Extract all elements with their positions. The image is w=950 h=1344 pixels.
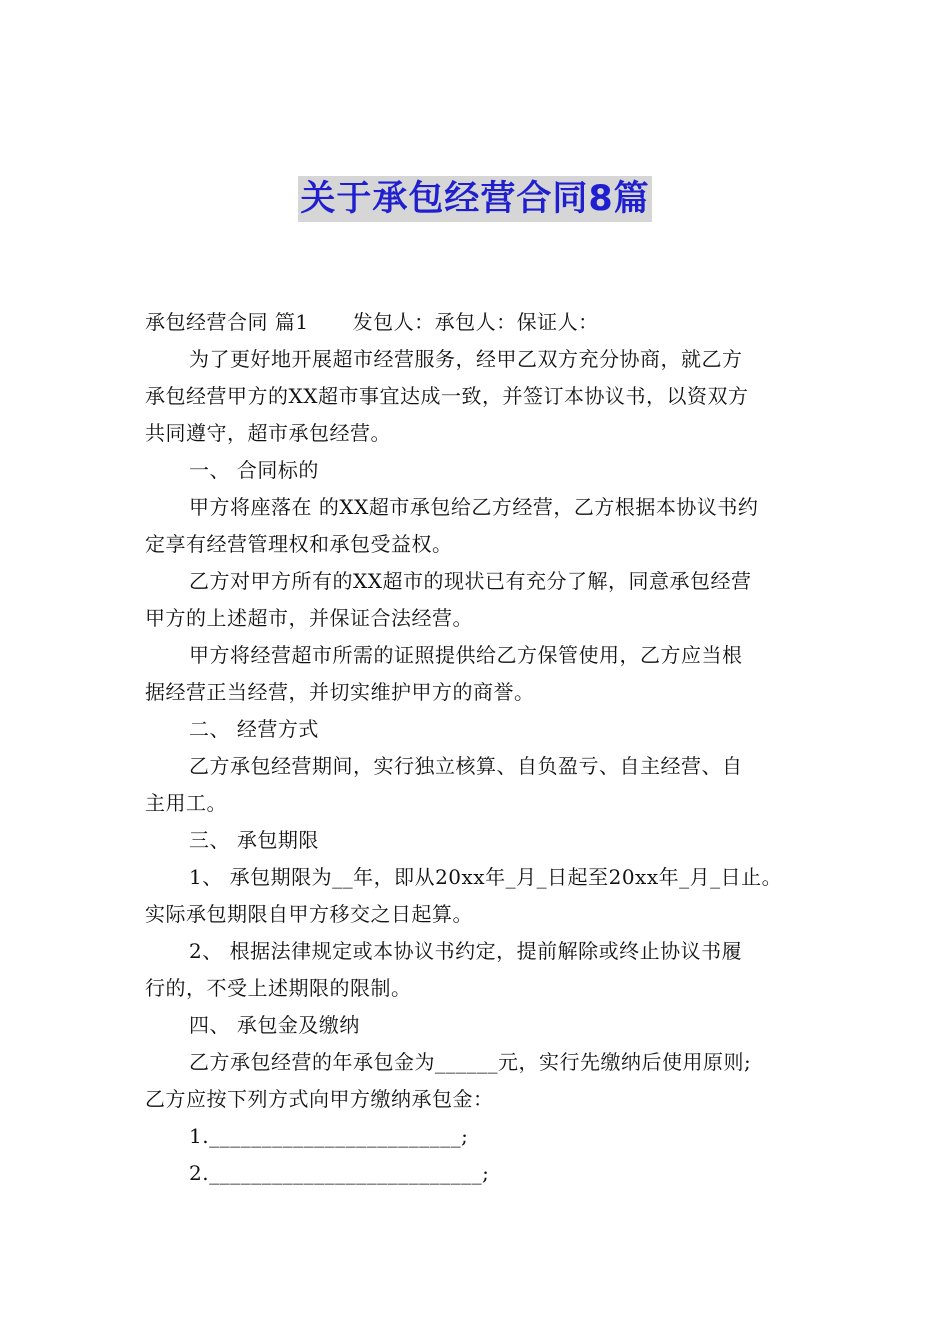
paragraph-line: 乙方承包经营期间，实行独立核算、自负盈亏、自主经营、自 — [189, 754, 743, 778]
paragraph-line: 2、 根据法律规定或本协议书约定，提前解除或终止协议书履 — [189, 939, 743, 963]
parties-line: 发包人：承包人：保证人： — [352, 310, 599, 334]
section-heading: 三、 承包期限 — [189, 828, 319, 852]
section-heading: 二、 经营方式 — [189, 717, 319, 741]
document-title: 关于承包经营合同8篇 — [298, 176, 651, 222]
paragraph-line: 共同遵守，超市承包经营。 — [145, 421, 391, 445]
paragraph-line: 1、 承包期限为__年，即从20xx年_月_日起至20xx年_月_日止。 — [189, 865, 783, 889]
paragraph-line: 甲方将座落在 的XX超市承包给乙方经营，乙方根据本协议书约 — [189, 495, 759, 519]
section-heading: 一、 合同标的 — [189, 458, 319, 482]
paragraph-line: 主用工。 — [145, 791, 227, 815]
paragraph-line: 承包经营甲方的XX超市事宜达成一致，并签订本协议书，以资双方 — [145, 384, 749, 408]
paragraph-line: 乙方对甲方所有的XX超市的现状已有充分了解，同意承包经营 — [189, 569, 752, 593]
paragraph-line: 行的，不受上述期限的限制。 — [145, 976, 412, 1000]
paragraph-line: 甲方将经营超市所需的证照提供给乙方保管使用，乙方应当根 — [189, 643, 743, 667]
title-container — [0, 176, 950, 222]
section-header-line — [145, 304, 810, 341]
document-body — [145, 304, 810, 1192]
blank-item-line: 1.________________________; — [189, 1124, 469, 1148]
paragraph-line: 甲方的上述超市，并保证合法经营。 — [145, 606, 473, 630]
paragraph-line: 乙方应按下列方式向甲方缴纳承包金： — [145, 1087, 494, 1111]
section-heading: 四、 承包金及缴纳 — [189, 1013, 360, 1037]
paragraph-line: 实际承包期限自甲方移交之日起算。 — [145, 902, 473, 926]
contract-heading: 承包经营合同 篇1 — [145, 310, 309, 334]
paragraph-line: 据经营正当经营，并切实维护甲方的商誉。 — [145, 680, 535, 704]
paragraph-line: 乙方承包经营的年承包金为______元，实行先缴纳后使用原则; — [189, 1050, 752, 1074]
paragraph-line: 为了更好地开展超市经营服务，经甲乙双方充分协商，就乙方 — [189, 347, 743, 371]
paragraph-line: 定享有经营管理权和承包受益权。 — [145, 532, 453, 556]
blank-item-line: 2.__________________________; — [189, 1161, 490, 1185]
